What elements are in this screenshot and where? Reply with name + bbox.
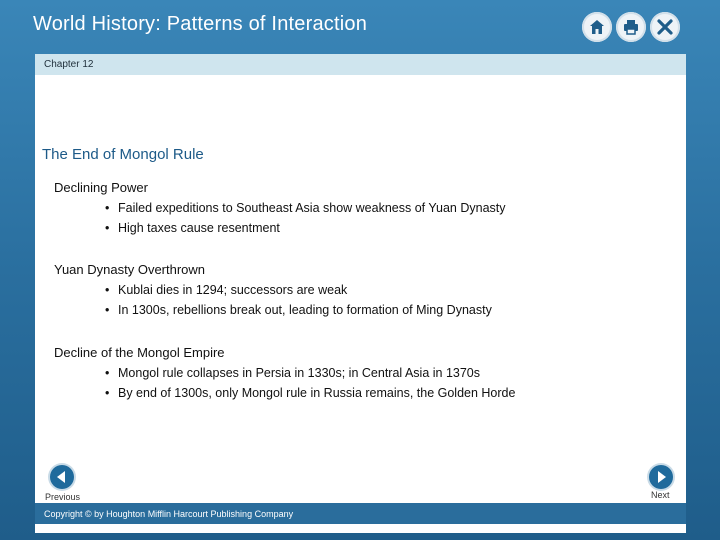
app-title: World History: Patterns of Interaction xyxy=(33,13,368,35)
print-icon xyxy=(622,18,640,36)
arrow-right-icon xyxy=(649,465,673,489)
bullet-dot: • xyxy=(105,201,110,215)
next-button[interactable] xyxy=(649,465,673,489)
bullet-dot: • xyxy=(105,303,110,317)
section-title: Yuan Dynasty Overthrown xyxy=(54,262,206,277)
bullet-text: Failed expeditions to Southeast Asia show weakness of Yuan Dynasty xyxy=(118,201,506,215)
chapter-label: Chapter 12 xyxy=(44,59,94,70)
copyright-text: Copyright © by Houghton Mifflin Harcourt Publishing Company xyxy=(44,509,294,519)
bullet-dot: • xyxy=(105,386,110,400)
section-declining-power xyxy=(54,180,506,235)
list-item xyxy=(105,201,506,215)
list-item xyxy=(105,283,492,297)
previous-label[interactable]: Previous xyxy=(45,492,81,502)
home-icon xyxy=(588,18,606,36)
content-panel xyxy=(35,54,686,533)
footer-bar xyxy=(35,503,686,524)
bullet-dot: • xyxy=(105,366,110,380)
bullet-text: In 1300s, rebellions break out, leading to formation of Ming Dynasty xyxy=(118,303,492,317)
bullet-text: Mongol rule collapses in Persia in 1330s; in Central Asia in 1370s xyxy=(118,366,481,380)
bullet-dot: • xyxy=(105,221,110,235)
bullet-text: High taxes cause resentment xyxy=(118,221,280,235)
section-title: Declining Power xyxy=(54,180,148,195)
bullet-text: By end of 1300s, only Mongol rule in Russia remains, the Golden Horde xyxy=(118,386,516,400)
print-button[interactable] xyxy=(616,12,646,42)
arrow-left-icon xyxy=(50,465,74,489)
list-item xyxy=(105,386,515,400)
home-button[interactable] xyxy=(582,12,612,42)
previous-button[interactable] xyxy=(50,465,74,489)
section-yuan-dynasty xyxy=(54,262,492,317)
section-title: Decline of the Mongol Empire xyxy=(54,345,225,360)
list-item xyxy=(105,366,515,380)
chapter-bar xyxy=(35,54,686,75)
close-button[interactable] xyxy=(650,12,680,42)
close-icon xyxy=(656,18,674,36)
bullet-text: Kublai dies in 1294; successors are weak xyxy=(118,283,348,297)
list-item xyxy=(105,221,506,235)
next-label[interactable]: Next xyxy=(651,490,670,500)
section-mongol-empire-decline xyxy=(54,345,515,400)
bullet-dot: • xyxy=(105,283,110,297)
top-toolbar xyxy=(582,12,680,42)
list-item xyxy=(105,303,492,317)
slide-heading: The End of Mongol Rule xyxy=(42,146,204,163)
